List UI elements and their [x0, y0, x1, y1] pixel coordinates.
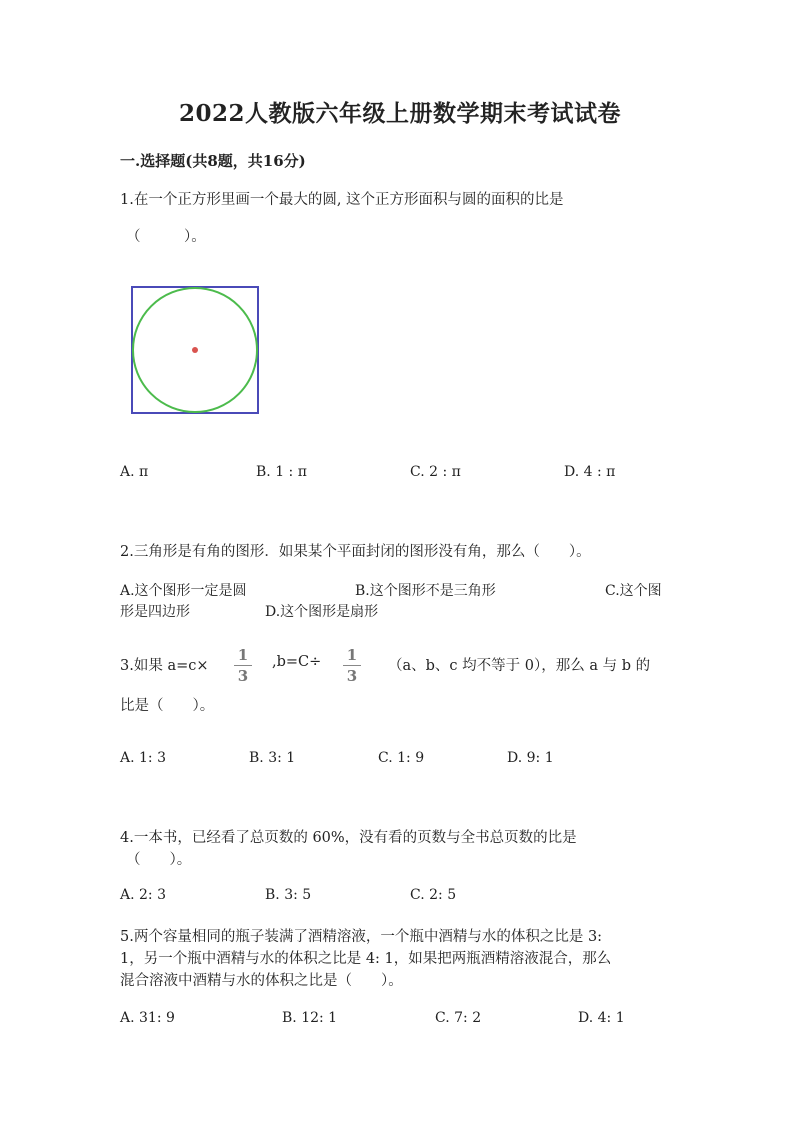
q5-option-b[interactable]: B. 12: 1 [282, 1010, 338, 1026]
fraction-one-third-b [343, 647, 361, 684]
q1-option-a[interactable]: A. π [120, 464, 149, 480]
q3-option-a[interactable]: A. 1: 3 [120, 750, 166, 766]
q2-option-b[interactable]: B.这个图形不是三角形 [355, 583, 496, 599]
q5-option-d[interactable]: D. 4: 1 [578, 1010, 625, 1026]
question-5-text-line2: 1，另一个瓶中酒精与水的体积之比是 4: 1，如果把两瓶酒精溶液混合，那么 [120, 951, 612, 967]
question-1-blank: （ ）。 [126, 229, 206, 245]
q3-option-c[interactable]: C. 1: 9 [378, 750, 425, 766]
fraction-one-third-a [234, 647, 252, 684]
q2-option-c[interactable]: C.这个图 [605, 583, 662, 599]
q2-option-d[interactable]: D.这个图形是扇形 [265, 604, 379, 620]
q3-option-b[interactable]: B. 3: 1 [249, 750, 296, 766]
q5-option-a[interactable]: A. 31: 9 [120, 1010, 175, 1026]
q1-option-d[interactable]: D. 4 : π [564, 464, 616, 480]
fraction-denominator: 3 [346, 667, 358, 685]
q3-option-d[interactable]: D. 9: 1 [507, 750, 554, 766]
q1-option-b[interactable]: B. 1 : π [256, 464, 307, 480]
fraction-numerator: 1 [346, 646, 358, 664]
fraction-bar [343, 665, 361, 666]
question-3-text-part3: （a、b、c 均不等于 0），那么 a 与 b 的 [388, 658, 651, 674]
fraction-numerator: 1 [237, 646, 249, 664]
fraction-bar [234, 665, 252, 666]
question-3-text-line2: 比是（ ）。 [120, 698, 215, 714]
q2-option-c-continued[interactable]: 形是四边形 [120, 604, 190, 620]
q4-option-a[interactable]: A. 2: 3 [120, 887, 166, 903]
question-3-text-part2: ,b=C÷ [272, 654, 322, 670]
question-5-text-line1: 5.两个容量相同的瓶子装满了酒精溶液，一个瓶中酒精与水的体积之比是 3: [120, 929, 603, 945]
q1-option-c[interactable]: C. 2 : π [410, 464, 461, 480]
q4-option-b[interactable]: B. 3: 5 [265, 887, 312, 903]
fraction-denominator: 3 [237, 667, 249, 685]
question-4-blank: （ ）。 [126, 852, 192, 868]
q4-option-c[interactable]: C. 2: 5 [410, 887, 457, 903]
question-1-text: 1.在一个正方形里画一个最大的圆, 这个正方形面积与圆的面积的比是 [120, 192, 564, 208]
square-circle-figure [130, 285, 262, 417]
question-4-text: 4.一本书，已经看了总页数的 60%，没有看的页数与全书总页数的比是 [120, 830, 577, 846]
question-5-text-line3: 混合溶液中酒精与水的体积之比是（ ）。 [120, 973, 403, 989]
question-2-text: 2.三角形是有角的图形．如果某个平面封闭的图形没有角，那么（ ）。 [120, 544, 591, 560]
question-3-text-part1: 3.如果 a=c× [120, 658, 209, 674]
q5-option-c[interactable]: C. 7: 2 [435, 1010, 482, 1026]
page-title: 2022人教版六年级上册数学期末考试试卷 [178, 100, 621, 127]
circle-center-dot [192, 347, 198, 353]
q2-option-a[interactable]: A.这个图形一定是圆 [120, 583, 247, 599]
section-heading: 一.选择题(共8题，共16分) [120, 152, 306, 170]
